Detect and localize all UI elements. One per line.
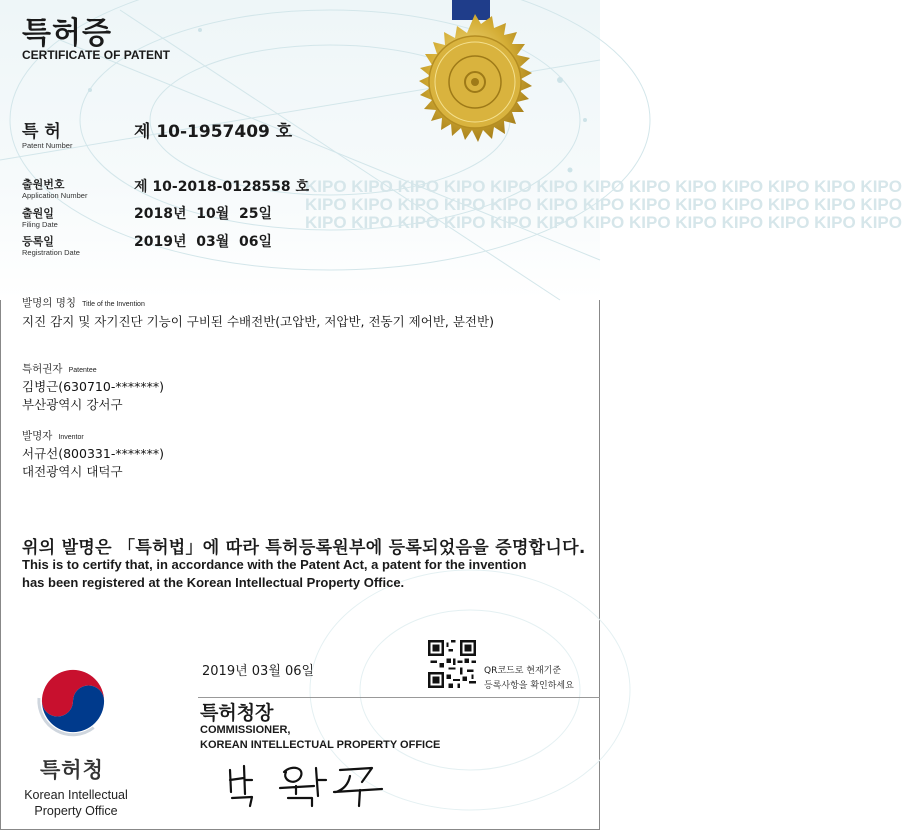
organization-name-english-line2: Property Office <box>34 804 118 818</box>
registration-date-label-english: Registration Date <box>22 248 80 257</box>
certificate-title-korean: 특허증 <box>22 16 112 51</box>
inventor-address: 대전광역시 대덕구 <box>22 464 123 479</box>
certification-statement-english-line1: This is to certify that, in accordance with the Patent Act, a patent for the invention <box>22 557 527 572</box>
kipo-watermark: KIPO KIPO KIPO KIPO KIPO KIPO KIPO KIPO KIPO KIPO KIPO KIPO KIPO KIPO KIPO KIPO KIPO KIPO KIPO KIPO KIPO KIPO KIPO KIPO KIPO KIPO KIPO KIPO KIPO KIPO KIPO KIPO KIPO KIPO KIPO KIPO KIPO KIPO KIPO <box>305 177 902 232</box>
patent-number-label-english: Patent Number <box>22 141 73 150</box>
application-number-label-english: Application Number <box>22 191 88 200</box>
commissioner-office-english: KOREAN INTELLECTUAL PROPERTY OFFICE <box>200 739 441 751</box>
organization-name-korean: 특허청 <box>40 758 104 782</box>
application-number-value: 제 10-2018-0128558 호 <box>134 179 310 195</box>
filing-date-label: 출원일 <box>22 207 54 220</box>
qr-code-icon[interactable] <box>428 640 476 688</box>
patentee-label: 특허권자 Patentee <box>22 363 97 375</box>
gold-seal-icon <box>405 12 545 152</box>
qr-instructions: QR코드로 현재기준 등록사항을 확인하세요 <box>484 666 574 691</box>
patentee-address: 부산광역시 강서구 <box>22 397 123 412</box>
inventor-label: 발명자 Inventor <box>22 430 84 442</box>
certificate-title-english: CERTIFICATE OF PATENT <box>22 48 170 62</box>
issue-date: 2019년 03월 06일 <box>202 664 315 679</box>
certification-statement-korean: 위의 발명은 「특허법」에 따라 특허등록원부에 등록되었음을 증명합니다. <box>22 538 586 558</box>
commissioner-title-korean: 특허청장 <box>200 702 274 724</box>
registration-date-value: 2019년 03월 06일 <box>134 234 272 250</box>
filing-date-value: 2018년 10월 25일 <box>134 206 272 222</box>
filing-date-label-english: Filing Date <box>22 220 58 229</box>
commissioner-signature <box>222 758 392 808</box>
certification-statement-english-line2: has been registered at the Korean Intellectual Property Office. <box>22 575 405 590</box>
patent-number-label: 특 허 <box>22 122 61 142</box>
patent-number-value: 제 10-1957409 호 <box>134 122 293 142</box>
application-number-label: 출원번호 <box>22 178 65 191</box>
registration-date-label: 등록일 <box>22 235 54 248</box>
kipo-taegeuk-emblem-icon <box>36 664 110 738</box>
invention-title-value: 지진 감지 및 자기진단 기능이 구비된 수배전반(고압반, 저압반, 전동기 제어반, 분전반) <box>22 314 494 329</box>
inventor-name: 서규선(800331-*******) <box>22 446 164 461</box>
commissioner-title-english: COMMISSIONER, <box>200 724 291 736</box>
invention-title-label: 발명의 명칭 Title of the Invention <box>22 297 145 309</box>
patentee-name: 김병근(630710-*******) <box>22 379 164 394</box>
organization-name-english-line1: Korean Intellectual <box>24 788 128 802</box>
